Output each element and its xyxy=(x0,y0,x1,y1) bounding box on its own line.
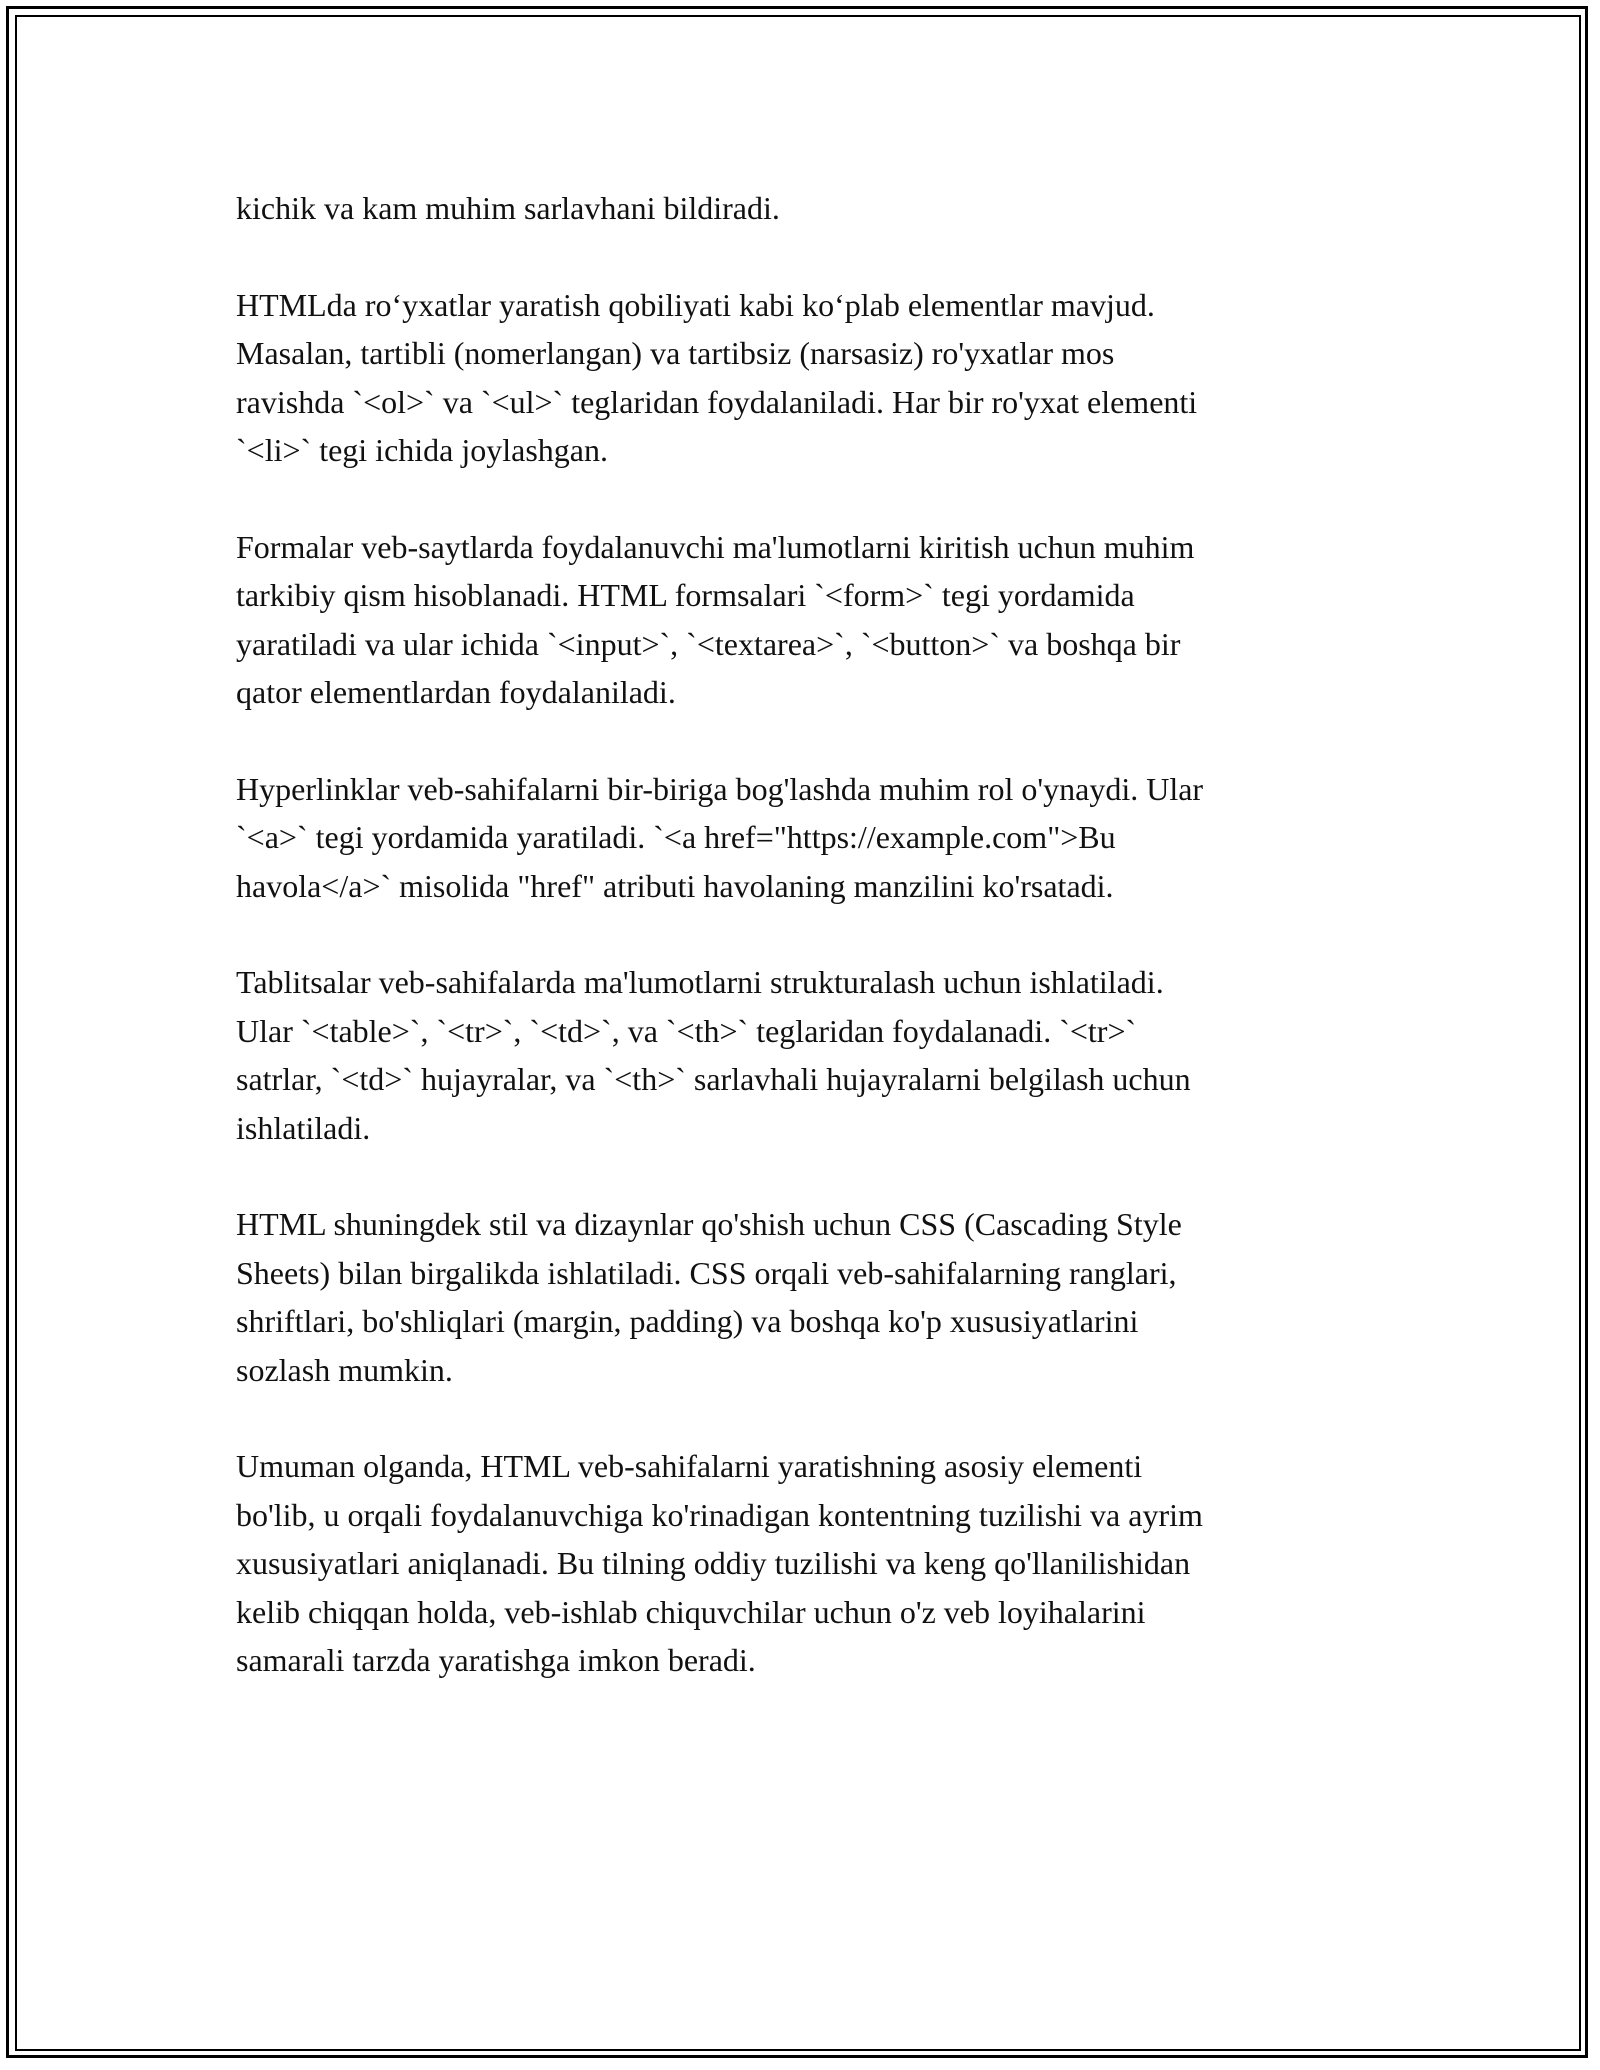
paragraph-line: Masalan, tartibli (nomerlangan) va tartibsiz (narsasiz) ro'yxatlar mos xyxy=(236,335,1115,372)
paragraph-line: tarkibiy qism hisoblanadi. HTML formsalari `<form>` tegi yordamida xyxy=(236,577,1135,614)
paragraph-line: ishlatiladi. xyxy=(236,1109,371,1146)
paragraph-line: Tablitsalar veb-sahifalarda ma'lumotlarni strukturalash uchun ishlatiladi. xyxy=(236,964,1164,1001)
paragraph-7 xyxy=(236,1442,1366,1684)
paragraph-line: satrlar, `<td>` hujayralar, va `<th>` sarlavhali hujayralarni belgilash uchun xyxy=(236,1061,1191,1098)
paragraph-5 xyxy=(236,958,1366,1152)
paragraph-1 xyxy=(236,184,1366,232)
paragraph-line: Umuman olganda, HTML veb-sahifalarni yaratishning asosiy elementi xyxy=(236,1448,1143,1485)
paragraph-line: kelib chiqqan holda, veb-ishlab chiquvchilar uchun o'z veb loyihalarini xyxy=(236,1593,1146,1630)
paragraph-line: samarali tarzda yaratishga imkon beradi. xyxy=(236,1642,756,1679)
paragraph-6 xyxy=(236,1200,1366,1394)
paragraph-line: bo'lib, u orqali foydalanuvchiga ko'rinadigan kontentning tuzilishi va ayrim xyxy=(236,1496,1203,1533)
paragraph-line: Hyperlinklar veb-sahifalarni bir-biriga bog'lashda muhim rol o'ynaydi. Ular xyxy=(236,770,1204,807)
paragraph-line: `<li>` tegi ichida joylashgan. xyxy=(236,432,608,469)
paragraph-line: Formalar veb-saytlarda foydalanuvchi ma'lumotlarni kiritish uchun muhim xyxy=(236,528,1195,565)
paragraph-line: HTMLda ro‘yxatlar yaratish qobiliyati kabi ko‘plab elementlar mavjud. xyxy=(236,286,1155,323)
paragraph-line: xususiyatlari aniqlanadi. Bu tilning oddiy tuzilishi va keng qo'llanilishidan xyxy=(236,1545,1191,1582)
paragraph-line: Ular `<table>`, `<tr>`, `<td>`, va `<th>` teglaridan foydalanadi. `<tr>` xyxy=(236,1012,1137,1049)
paragraph-line: kichik va kam muhim sarlavhani bildiradi. xyxy=(236,190,780,226)
paragraph-line: qator elementlardan foydalaniladi. xyxy=(236,674,676,711)
paragraph-2 xyxy=(236,281,1366,475)
paragraph-line: `<a>` tegi yordamida yaratiladi. `<a href="https://example.com">Bu xyxy=(236,819,1116,856)
paragraph-line: yaratiladi va ular ichida `<input>`, `<textarea>`, `<button>` va boshqa bir xyxy=(236,625,1181,662)
document-body xyxy=(236,184,1366,1733)
paragraph-line: sozlash mumkin. xyxy=(236,1351,453,1388)
paragraph-3 xyxy=(236,523,1366,717)
paragraph-line: ravishda `<ol>` va `<ul>` teglaridan foydalaniladi. Har bir ro'yxat elementi xyxy=(236,383,1198,420)
paragraph-line: Sheets) bilan birgalikda ishlatiladi. CSS orqali veb-sahifalarning ranglari, xyxy=(236,1254,1177,1291)
paragraph-line: shriftlari, bo'shliqlari (margin, padding) va boshqa ko'p xususiyatlarini xyxy=(236,1303,1139,1340)
paragraph-line: HTML shuningdek stil va dizaynlar qo'shish uchun CSS (Cascading Style xyxy=(236,1206,1182,1243)
paragraph-line: havola</a>` misolida "href" atributi havolaning manzilini ko'rsatadi. xyxy=(236,867,1114,904)
paragraph-4 xyxy=(236,765,1366,910)
